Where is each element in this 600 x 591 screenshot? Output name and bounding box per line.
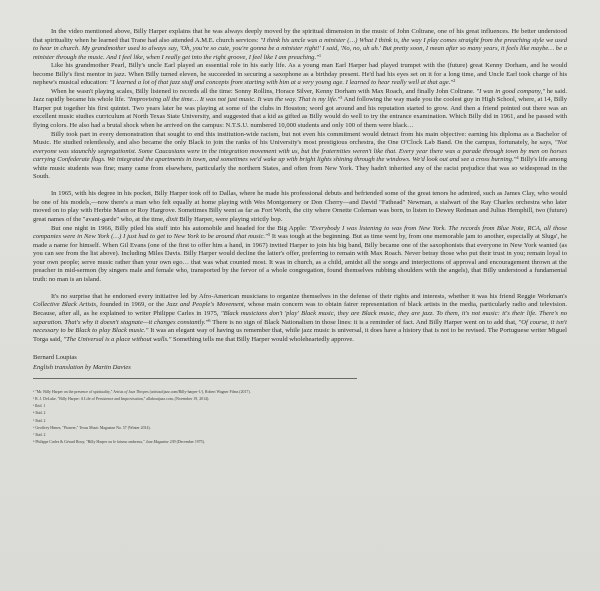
paragraph: Like his grandmother Pearl, Billy's uncle Earl played an essential role in his early life. As a young man Earl Harper had played trumpet with the (future) great Kenny Dorham, and he would become Billy's first mentor in jazz. When Billy turned eleven, he succeeded in securing a saxophone as a birthday present. He'd had his eyes set on it for a long time, and Uncle Earl took charge of his nephew's musical education: "I learned a lot of that jazz stuff and concepts from starting with him at a very young age. I learned to hear really well at that age."$^2$: [33, 62, 567, 87]
paragraph: It's no surprise that he endorsed every initiative led by Afro-American musicians to organize themselves in the defense of their rights and interests, whether it was his friend Reggie Workman's Collective Black Artists, founded in 1969, or the Jazz and People's Movement, whose main concern was to obtain fairer representation of black artists in the media, particularly radio and television. Because, after all, as he explained to writer Philippe Carles in 1975, "Black musicians don't 'play' Black music, they are Black music, they are jazz. To them, it's not music: it's their life. There's no separation. That's why it doesn't stagnate—it changes constantly."$^6$ There is no sign of Black Nationalism in those lines: it is a reminder of fact. And Billy Harper went on to add that, "Of course, it isn't necessary to be Black to play Black music." It was an elegant way of having us remember that, while jazz music is universal, it does have a history that is not to be revised. The Portuguese writer Miguel Torga said, "The Universal is a place without walls." Something tells me that Billy Harper would wholeheartedly approve.: [33, 292, 568, 343]
paragraph: But one night in 1966, Billy piled his stuff into his automobile and headed for the Big Apple: "Everybody I was listening to was from New York. The records from Blue Note, RCA, all those companies were in New York (…) I just had to get to New York to be around that music."$^5$ It was tough at the beginning. But as time went by, from one memorable jam to another, especially at Slugs', he made a name for himself. When Gil Evans (one of the first to offer him a hand, in 1967) invited Harper to join his big band, Billy became one of the saxophonists that everyone in New York wanted (as you can see from the list above). Including Miles Davis. Billy Harper would decline the latter's offer, preferring to remain with Max Roach. Never betray those who put their trust in you; remain loyal to your own people; serve music rather than your own ego… that was what counted most. It was in church, as a child, amidst all the songs and interjections of approval and encouragement thrown at the preacher in mid-sermon (by singers male and female who, transported by the fervor of a whole congregation, found themselves rubbing shoulders with the angels), that Billy understood a fundamental truth: no man is an island.: [33, 224, 567, 283]
article-body: [33, 28, 567, 446]
footnote-divider: [33, 378, 357, 379]
paragraph: Billy took part in every demonstration that sought to end this institution-wide racism, but not even his commitment would detract from his main objective: earning his diploma as a Bachelor of Music. He studied relentlessly, and also became the only Black to join the ranks of his University's most prestigious orchestra, the One O'Clock Lab Band. On the campus, fortunately, he says, "Not everyone was staunchly segregationist. Some Caucasians were in the integration movement with us, but the fraternities weren't like that. Every year there was a parade through town by men on horses carrying Confederate flags. We integrated the apartments in town, and sometimes we'd wake up with bright lights shining through the windows. We'd look out and see a cross burning."$^4$ Billy's life among white music students was fine; many came from elsewhere, particularly the northern States, and often from New York. They hadn't inherited any of the racist prejudice that was so widespread in the South.: [33, 130, 568, 181]
paragraph: When he wasn't playing scales, Billy listened to records all the time: Sonny Rollins, Horace Silver, Kenny Dorham with Max Roach, and finally John Coltrane. "I was in good company," he said. Jazz rapidly became his whole life. "Improvising all the time… It was not just music. It was the way. That is my life."$^3$ And following the way made you the coolest guy in High School, where, at 14, Billy Harper put together his first quintet. Two years later he was playing at some of the clubs in Houston; word got around and his reputation started to grow. And then a friend pointed out there was an excellent music studies curriculum at North Texas State University, and suggested that a kid as gifted as Billy would do well to try the entrance examination. Which Billy did in 1961, and he passed with flying colors. He also had a brutal shock when he arrived on the campus: N.T.S.U. numbered 10,000 students and only 100 of them were black…: [33, 87, 567, 130]
footnote: ⁴ Ibid. 2: [33, 411, 46, 416]
signature-block: [33, 353, 567, 372]
paragraph: In the video mentioned above, Billy Harper explains that he was always deeply moved by the spiritual dimension in the music of John Coltrane, one of his great influences. He better understood that spirituality when he learned that Trane had also attended A.M.E. church services: "I think his uncle was a minister (…) What I think is, the way I play comes straight from the preaching style we used to hear in church. My grandmother used to always say, 'Oh, you're so cute, you're gonna be a minister right!' I said, 'No, no, uh uh.' But pretty soon, I mean after so many years, it feels like maybe… be a minister through the music. And I feel like, when I really get into the right groove, I feel like I am preaching."$^1$: [33, 28, 567, 61]
author-name: Bernard Loupias: [33, 354, 77, 362]
footnote: ⁵ Ibid. 2: [33, 418, 46, 423]
translation-credit: English translation by Martin Davies: [33, 363, 131, 371]
footnote: ⁶ Geoffrey Himes, "Pioneer," Texas Music Magazine No. 57 (Winter 2014).: [33, 425, 151, 430]
footnote: ⁸ Philippe Carles & Gérard Rouy, "Billy Harper ou le faiseur ombreux," Jazz Magazine 239 (December 1975).: [33, 439, 205, 444]
footnote: ⁷ Ibid. 2: [33, 432, 46, 437]
footnote: ² R. J. DeLuke, "Billy Harper: A Life of Persistence and Improvisation," allaboutjazz.com, (November 19, 2014).: [33, 397, 210, 402]
paragraph: In 1965, with his degree in his pocket, Billy Harper took off to Dallas, where he made his professional debuts and befriended some of the great tenors he admired, such as James Clay, who would be one of his models,—now there's a man who felt equally at home playing with Wes Montgomery or Don Cherry—and David "Fathead" Newman, a stalwart of the Ray Charles orchestra who later moved on to play with Herbie Mann or Roy Hargrove. Sometimes Billy went as far as Fort Worth, the city where Ornette Coleman was born, to listen to Dewey Redman and Julius Hemphill, two (future) great names of the "avant-garde" who, at the time, dixit Billy Harper, were playing strictly bop.: [33, 190, 567, 223]
footnotes: [33, 389, 567, 446]
footnote: ¹ "Mr. Billy Harper on the presence of spirituality," Artists of Jazz Thropes (artistsofjazz.com/Billy-harper-1/), Robert Wagner Films (2017).: [33, 390, 251, 395]
footnote: ³ Ibid. 1: [33, 404, 46, 409]
